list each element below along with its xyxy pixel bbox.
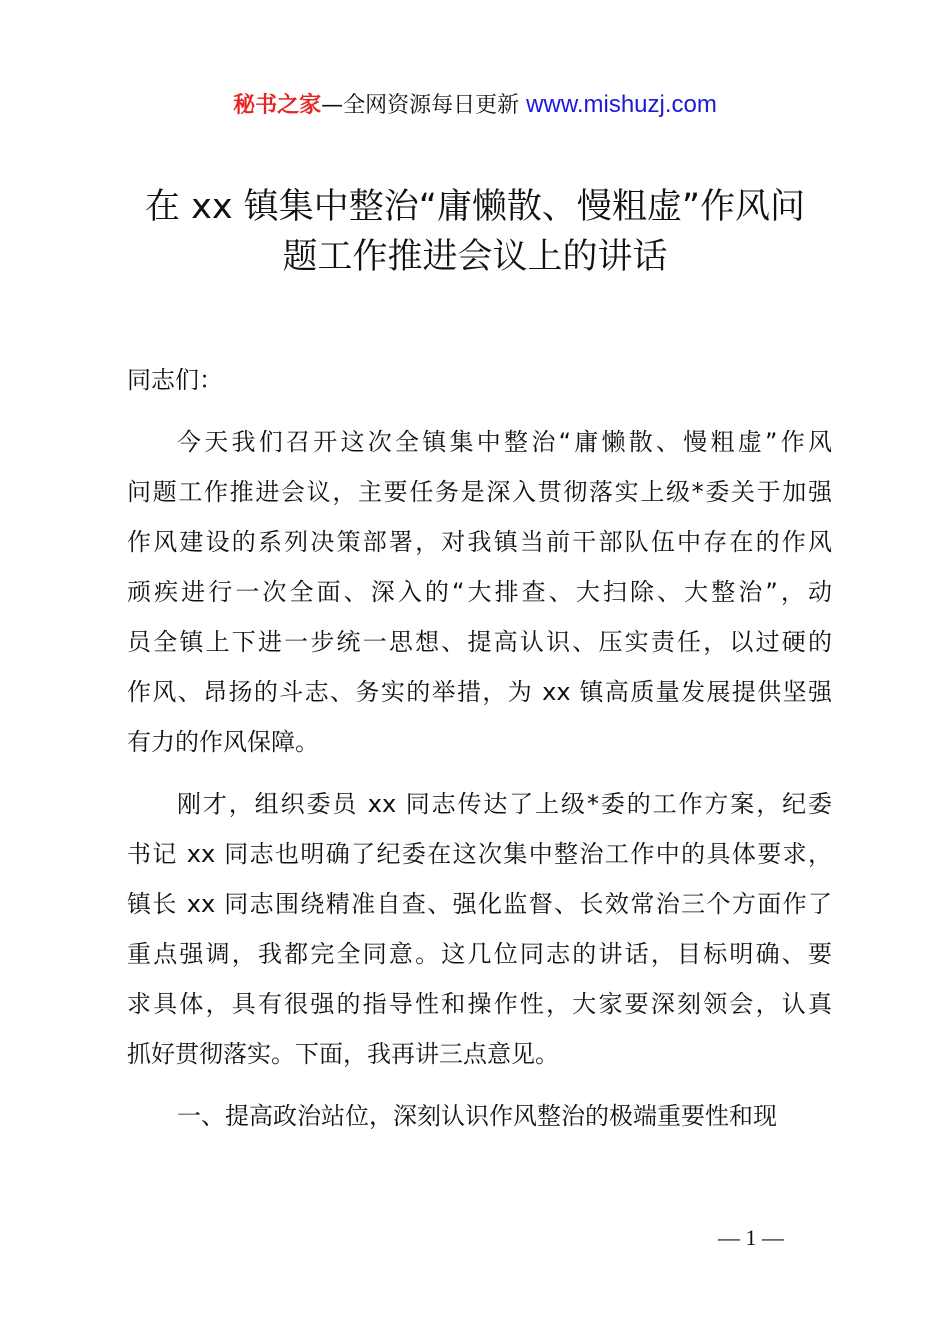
salutation	[127, 355, 832, 405]
site-banner	[0, 88, 950, 119]
paragraph-line: 求具体，具有很强的指导性和操作性，大家要深刻领会，认真	[127, 990, 832, 1018]
section-heading-1	[127, 1091, 832, 1141]
paragraph-line: 抓好贯彻落实。下面，我再讲三点意见。	[127, 1040, 559, 1068]
brand-name: 秘书之家	[233, 93, 322, 118]
paragraph-line: 员全镇上下进一步统一思想、提高认识、压实责任，以过硬的	[127, 628, 832, 656]
site-url[interactable]: www.mishuzj.com	[526, 91, 717, 118]
paragraph-line: 重点强调，我都完全同意。这几位同志的讲话，目标明确、要	[127, 940, 832, 968]
paragraph-2	[127, 779, 832, 1079]
paragraph-line: 书记 xx 同志也明确了纪委在这次集中整治工作中的具体要求，	[127, 840, 832, 868]
paragraph-line: 一、提高政治站位，深刻认识作风整治的极端重要性和现	[177, 1102, 777, 1130]
paragraph-line: 镇长 xx 同志围绕精准自查、强化监督、长效常治三个方面作了	[127, 890, 832, 918]
paragraph-line: 有力的作风保障。	[127, 728, 319, 756]
paragraph-line: 刚才，组织委员 xx 同志传达了上级*委的工作方案，纪委	[177, 790, 832, 818]
salutation-text: 同志们：	[127, 366, 223, 394]
paragraph-line: 顽疾进行一次全面、深入的“大排查、大扫除、大整治”，动	[127, 578, 832, 606]
page-number: — 1 —	[718, 1225, 784, 1250]
paragraph-line: 今天我们召开这次全镇集中整治“庸懒散、慢粗虚”作风	[177, 428, 832, 456]
paragraph-line: 作风建设的系列决策部署，对我镇当前干部队伍中存在的作风	[127, 528, 832, 556]
title-line: 在 xx 镇集中整治“庸懒散、慢粗虚”作风问	[145, 187, 805, 227]
paragraph-line: 问题工作推进会议，主要任务是深入贯彻落实上级*委关于加强	[127, 478, 832, 506]
document-title	[120, 182, 830, 282]
banner-tagline: —全网资源每日更新	[321, 93, 527, 118]
title-line: 题工作推进会议上的讲话	[282, 237, 668, 277]
paragraph-line: 作风、昂扬的斗志、务实的举措，为 xx 镇高质量发展提供坚强	[127, 678, 832, 706]
paragraph-1	[127, 417, 832, 767]
